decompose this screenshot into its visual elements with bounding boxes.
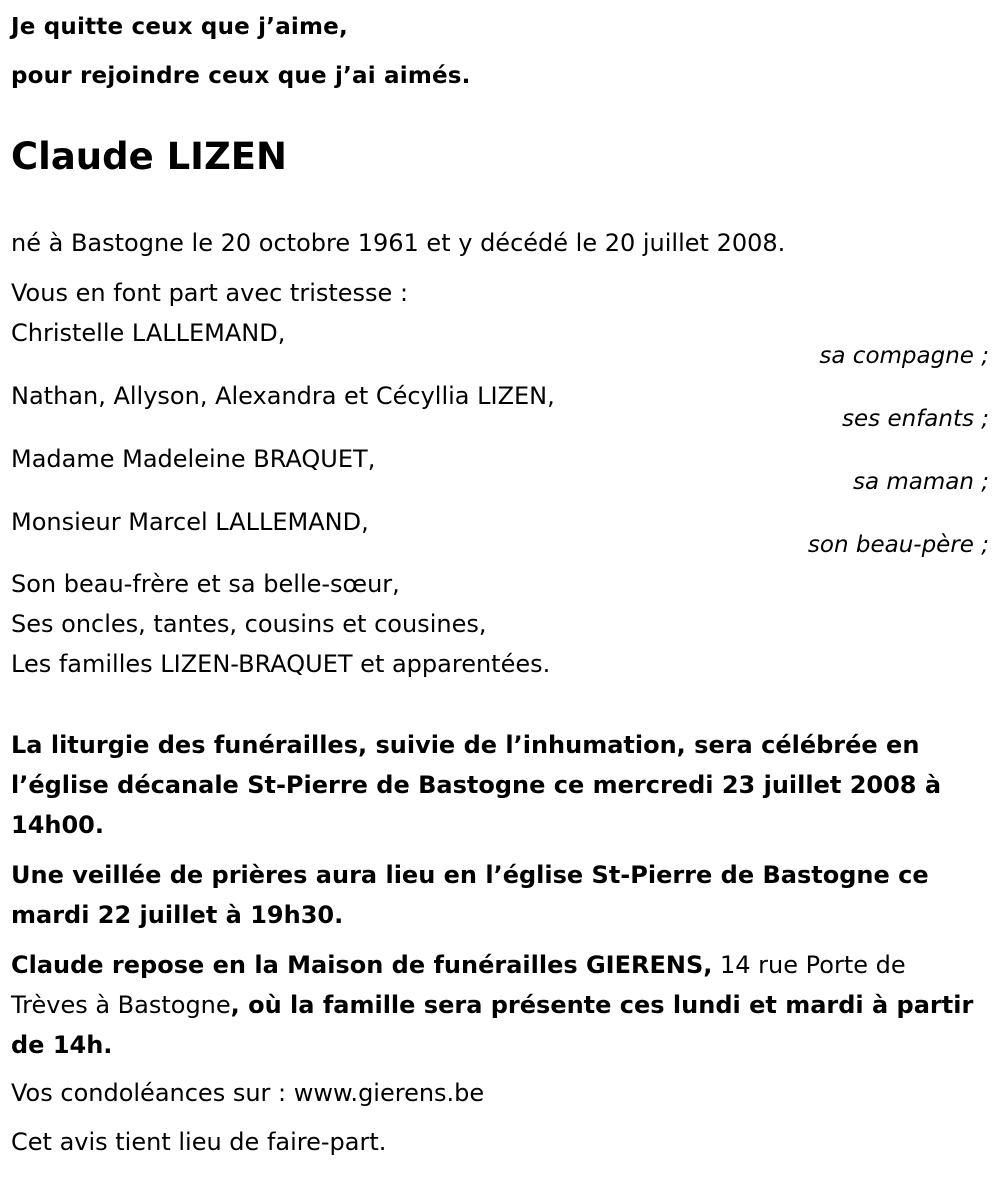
deceased-name: Claude LIZEN xyxy=(11,135,288,178)
announcer-relation: sa compagne ; xyxy=(819,343,989,369)
condolences-line: Vos condoléances sur : www.gierens.be xyxy=(11,1079,485,1107)
rest-address: 14 rue Porte de Trèves à Bastogne xyxy=(11,951,906,1019)
announcers-intro: Vous en font part avec tristesse : xyxy=(11,279,409,307)
announcer-name: Madame Madeleine BRAQUET, xyxy=(11,445,376,473)
rest-text-part1: Claude repose en la Maison de funérailles GIERENS, xyxy=(11,951,713,979)
announcer-relation: sa maman ; xyxy=(852,469,989,495)
birth-death-line: né à Bastogne le 20 octobre 1961 et y décédé le 20 juillet 2008. xyxy=(11,229,786,257)
notice-line: Cet avis tient lieu de faire-part. xyxy=(11,1128,387,1156)
announcer-name: Monsieur Marcel LALLEMAND, xyxy=(11,508,369,536)
family-line: Les familles LIZEN-BRAQUET et apparentées. xyxy=(11,650,551,678)
family-line: Ses oncles, tantes, cousins et cousines, xyxy=(11,610,487,638)
rest-text-part2: , où la famille sera présente ces lundi et mardi à partir de 14h. xyxy=(11,991,974,1059)
announcer-relation: son beau-père ; xyxy=(807,532,989,558)
family-line: Son beau-frère et sa belle-sœur, xyxy=(11,570,400,598)
epitaph-line-2: pour rejoindre ceux que j’ai aimés. xyxy=(11,63,471,89)
liturgy-paragraph xyxy=(11,725,986,845)
announcer-name: Christelle LALLEMAND, xyxy=(11,319,286,347)
announcer-name: Nathan, Allyson, Alexandra et Cécyllia LIZEN, xyxy=(11,382,555,410)
rest-paragraph xyxy=(11,945,986,1065)
announcer-relation: ses enfants ; xyxy=(842,406,989,432)
vigil-paragraph xyxy=(11,855,986,935)
epitaph-line-1: Je quitte ceux que j’aime, xyxy=(11,14,348,40)
vigil-text: Une veillée de prières aura lieu en l’église St-Pierre de Bastogne ce mardi 22 juillet à 19h30. xyxy=(11,861,929,929)
liturgy-text: La liturgie des funérailles, suivie de l’inhumation, sera célébrée en l’église décanale St-Pierre de Bastogne ce mercredi 23 juillet 2008 à 14h00. xyxy=(11,731,942,839)
